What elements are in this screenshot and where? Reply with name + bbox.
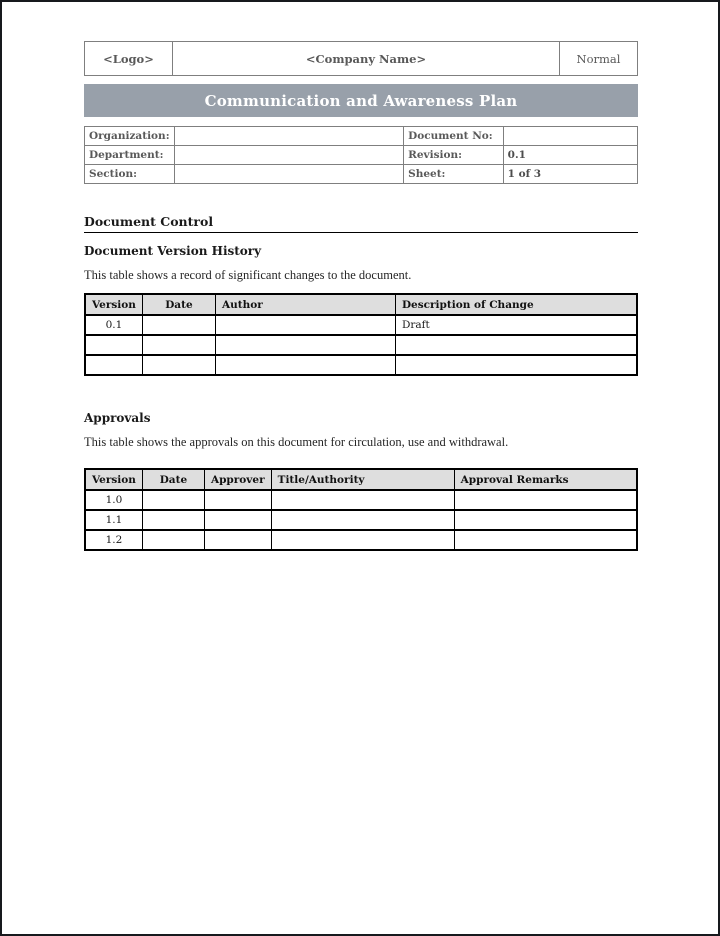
table-row: [85, 335, 637, 355]
version-history-heading: Document Version History: [84, 244, 262, 258]
author-cell: [215, 315, 395, 335]
version-cell: 1.0: [85, 490, 142, 510]
document-control-heading: Document Control: [84, 214, 638, 233]
approvals-description: This table shows the approvals on this document for circulation, use and withdrawal.: [84, 435, 509, 449]
info-row: [85, 165, 638, 184]
date-cell: [142, 530, 204, 550]
approver-cell: [204, 510, 271, 530]
document-no-value: [503, 127, 637, 146]
column-header-date: Date: [142, 469, 204, 490]
description-cell: [395, 335, 637, 355]
section-value: [174, 165, 404, 184]
column-header-date: Date: [142, 294, 215, 315]
description-cell: Draft: [395, 315, 637, 335]
column-header-author: Author: [215, 294, 395, 315]
organization-value: [174, 127, 404, 146]
page-title: Communication and Awareness Plan: [204, 91, 518, 110]
title-authority-cell: [271, 530, 454, 550]
version-history-table: [84, 293, 638, 376]
approval-remarks-cell: [454, 490, 637, 510]
page-content: [84, 41, 638, 551]
department-label: Department:: [85, 146, 175, 165]
mode-label: Normal: [560, 42, 638, 76]
organization-label: Organization:: [85, 127, 175, 146]
approval-remarks-cell: [454, 510, 637, 530]
column-header-title-authority: Title/Authority: [271, 469, 454, 490]
column-header-approver: Approver: [204, 469, 271, 490]
date-cell: [142, 490, 204, 510]
date-cell: [142, 355, 215, 375]
table-row: [85, 490, 637, 510]
version-cell: [85, 335, 142, 355]
approval-remarks-cell: [454, 530, 637, 550]
approvals-header-row: [85, 469, 637, 490]
author-cell: [215, 335, 395, 355]
section-label: Section:: [85, 165, 175, 184]
description-cell: [395, 355, 637, 375]
sheet-value: 1 of 3: [503, 165, 637, 184]
info-row: [85, 146, 638, 165]
header-row: [85, 42, 638, 76]
department-value: [174, 146, 404, 165]
revision-label: Revision:: [404, 146, 504, 165]
column-header-version: Version: [85, 294, 142, 315]
table-row: [85, 315, 637, 335]
table-row: [85, 530, 637, 550]
info-row: [85, 127, 638, 146]
column-header-description: Description of Change: [395, 294, 637, 315]
column-header-approval-remarks: Approval Remarks: [454, 469, 637, 490]
date-cell: [142, 335, 215, 355]
table-row: [85, 355, 637, 375]
title-authority-cell: [271, 510, 454, 530]
column-header-version: Version: [85, 469, 142, 490]
author-cell: [215, 355, 395, 375]
version-cell: 1.1: [85, 510, 142, 530]
company-name-placeholder: <Company Name>: [173, 42, 560, 76]
sheet-label: Sheet:: [404, 165, 504, 184]
company-header-table: [84, 41, 638, 76]
table-row: [85, 510, 637, 530]
logo-placeholder: <Logo>: [85, 42, 173, 76]
document-info-table: [84, 126, 638, 184]
approver-cell: [204, 490, 271, 510]
version-cell: [85, 355, 142, 375]
date-cell: [142, 315, 215, 335]
approvals-heading: Approvals: [84, 411, 151, 425]
title-banner: [84, 84, 638, 117]
version-history-description: This table shows a record of significant changes to the document.: [84, 268, 412, 282]
version-cell: 1.2: [85, 530, 142, 550]
version-cell: 0.1: [85, 315, 142, 335]
approvals-table: [84, 468, 638, 551]
document-no-label: Document No:: [404, 127, 504, 146]
date-cell: [142, 510, 204, 530]
revision-value: 0.1: [503, 146, 637, 165]
approver-cell: [204, 530, 271, 550]
version-history-header-row: [85, 294, 637, 315]
title-authority-cell: [271, 490, 454, 510]
